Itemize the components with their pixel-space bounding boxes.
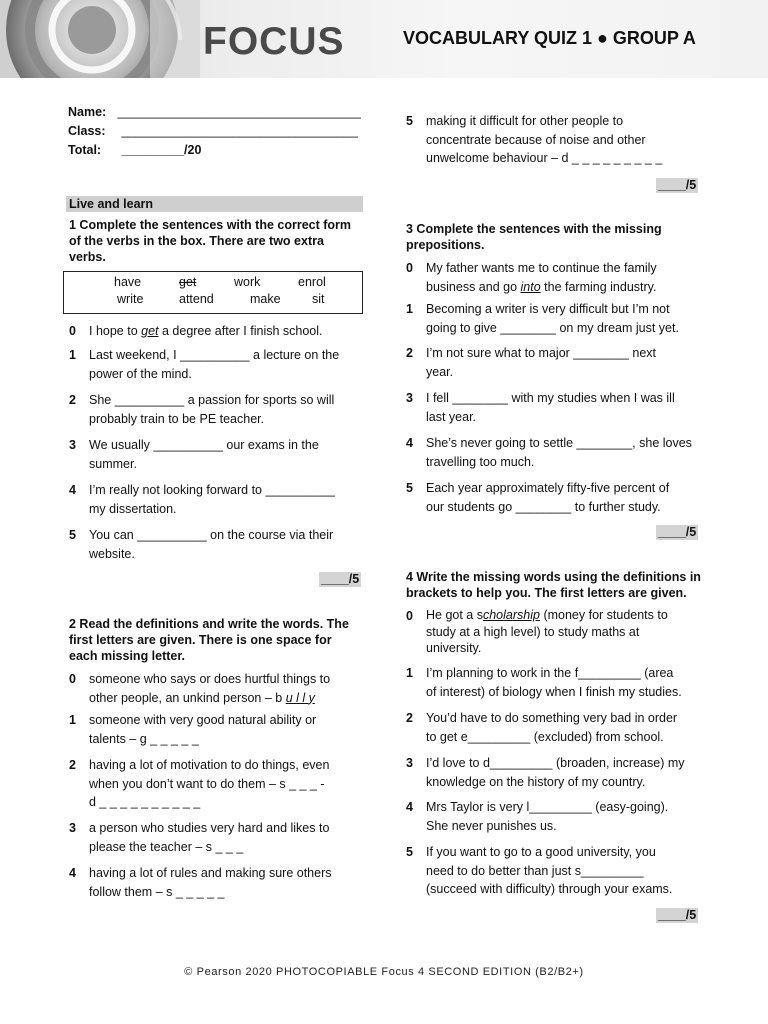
task4-heading: 4 Write the missing words using the definitions in brackets to help you. The first letters are given. — [406, 570, 701, 600]
word-sit: sit — [312, 292, 325, 306]
name-line: ___________________________________ — [117, 105, 361, 119]
word-make: make — [250, 292, 281, 306]
class-label: Class: — [68, 124, 106, 138]
task2-score-box[interactable]: ____/5 — [658, 178, 697, 192]
word-work: work — [234, 275, 261, 289]
name-label: Name: — [68, 105, 107, 119]
total-label: Total: — [68, 143, 102, 157]
class-row — [68, 124, 358, 138]
task1-heading: 1 Complete the sentences with the correct form of the verbs in the box. There are two extra verbs. — [69, 218, 352, 264]
focus-logo-graphic-icon — [0, 0, 200, 78]
name-row — [68, 105, 361, 119]
word-box — [63, 271, 363, 314]
task3-heading: 3 Complete the sentences with the missing prepositions. — [406, 222, 662, 252]
task1-score-box[interactable]: ____/5 — [321, 572, 360, 586]
total-line: _________/20 — [121, 143, 202, 157]
word-have: have — [114, 275, 142, 289]
word-attend: attend — [179, 292, 214, 306]
brand-title: FOCUS — [203, 20, 345, 63]
quiz-title: VOCABULARY QUIZ 1 ● GROUP A — [403, 28, 696, 48]
task3-score-box[interactable]: ____/5 — [658, 525, 697, 539]
total-row — [68, 143, 201, 157]
section-label: Live and learn — [66, 196, 363, 212]
word-enrol: enrol — [298, 275, 326, 289]
page-footer: © Pearson 2020 PHOTOCOPIABLE Focus 4 SECOND EDITION (B2/B2+) — [184, 966, 584, 978]
page-header — [0, 0, 768, 78]
word-write: write — [117, 292, 144, 306]
class-line: __________________________________ — [121, 124, 358, 138]
word-get: get — [179, 275, 197, 289]
task2-heading: 2 Read the definitions and write the words. The first letters are given. There is one space for each missing letter. — [69, 617, 349, 663]
task4-score-box[interactable]: ____/5 — [658, 908, 697, 922]
